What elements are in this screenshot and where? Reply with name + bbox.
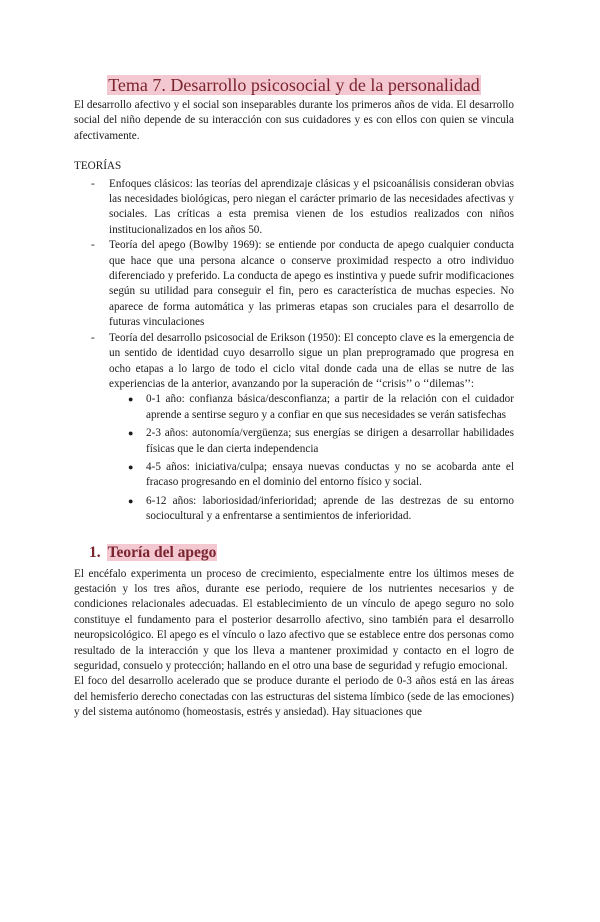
document-page bbox=[0, 74, 600, 922]
teoria-item-erikson-text: Teoría del desarrollo psicosocial de Erikson (1950): El concepto clave es la emergencia de un sentido de identidad cuyo desarrollo sigue un plan preprogramado que progresa en ocho etapas a lo largo de todo el ciclo vital donde cada una de ellas se nutre de las experiencias de la anterior, avanzando por la superación de ‘‘crisis’’ o ‘‘dilemas’’: bbox=[109, 331, 514, 390]
section-1-title: Teoría del apego bbox=[107, 543, 217, 561]
teorias-heading: TEORÍAS bbox=[74, 160, 122, 173]
section-1-paragraph-1: El encéfalo experimenta un proceso de crecimiento, especialmente entre los últimos meses de gestación y los tres años, durante ese periodo, requiere de los nutrientes necesarios y de condiciones relacionales adecuadas. El establecimiento de un vínculo de apego seguro no solo constituye el fundamento para el posterior desarrollo afectivo, sino también para el desarrollo neuropsicológico. El apego es el vínculo o lazo afectivo que se establece entre dos personas como resultado de la interacción y que los lleva a mantener proximidad y contacto en el logro de seguridad, consuelo y protección; hallando en el otro una base de seguridad y refugio emocional. bbox=[74, 567, 514, 672]
erikson-stages-list bbox=[109, 392, 514, 524]
erikson-stage-6-12: ● 6-12 años: laboriosidad/inferioridad; aprende de las destrezas de su entorno sociocultural y a enfrentarse a sentimientos de inferioridad. bbox=[146, 494, 514, 525]
section-1-paragraph-2: El foco del desarrollo acelerado que se produce durante el periodo de 0-3 años está en las áreas del hemisferio derecho conectadas con las estructuras del sistema límbico (sede de las emociones) y del sistema autónomo (homeostasis, estrés y ansiedad). Hay situaciones que bbox=[74, 675, 514, 719]
teoria-item-apego: - Teoría del apego (Bowlby 1969): se entiende por conducta de apego cualquier conducta que hace que una persona alcance o conserve proximidad respecto a otro individuo diferenciado y preferido. La conducta de apego es instintiva y puede sufrir modificaciones según su utilidad para conseguir el fin, pero es característica de muchas especies. No aparece de forma automática y las primeras etapas son cruciales para el desarrollo de futuras vinculaciones bbox=[109, 238, 514, 330]
erikson-stage-2-3: ● 2-3 años: autonomía/vergüenza; sus energías se dirigen a desarrollar habilidades físicas que le dan cierta independencia bbox=[146, 426, 514, 457]
section-1-heading bbox=[89, 543, 514, 563]
page-title bbox=[74, 74, 514, 96]
erikson-stage-0-1: ● 0-1 año: confianza básica/desconfianza; a partir de la relación con el cuidador aprende a sentirse seguro y a confiar en que sus necesidades se verán satisfechas bbox=[146, 392, 514, 423]
teoria-item-enfoques-clasicos: - Enfoques clásicos: las teorías del aprendizaje clásicas y el psicoanálisis consideran obvias las necesidades biológicas, pero niegan el carácter primario de las necesidades afectivas y sociales. Las críticas a esta premisa vienen de los estudios realizados con niños institucionalizados en los años 50. bbox=[109, 177, 514, 239]
intro-paragraph: El desarrollo afectivo y el social son inseparables durante los primeros años de vida. El desarrollo social del niño depende de su interacción con sus cuidadores y es con ellos con quien se vincula afectivamente. bbox=[74, 99, 514, 142]
erikson-stage-4-5: ● 4-5 años: iniciativa/culpa; ensaya nuevas conductas y no se acobarda ante el fracaso progresando en el dominio del entorno físico y social. bbox=[146, 460, 514, 491]
page-title-text: Tema 7. Desarrollo psicosocial y de la personalidad bbox=[108, 75, 480, 95]
section-1-number: 1. bbox=[89, 543, 101, 561]
teorias-list bbox=[74, 177, 514, 525]
teoria-item-erikson bbox=[109, 331, 514, 525]
